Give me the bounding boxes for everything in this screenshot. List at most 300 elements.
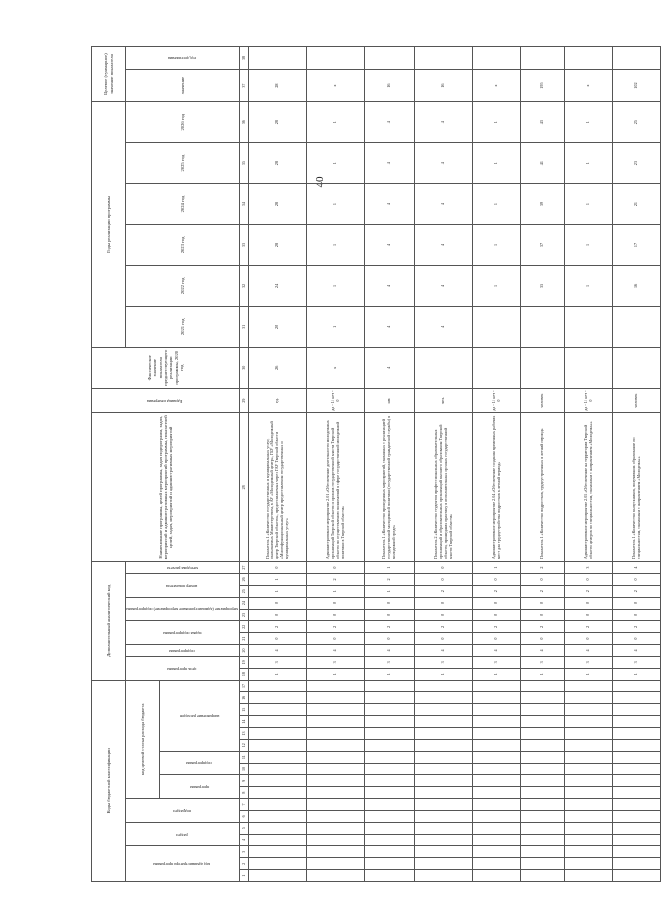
code-cell: 2 xyxy=(521,585,565,597)
column-number: 36 xyxy=(240,102,249,143)
code-cell xyxy=(415,716,473,728)
code-cell xyxy=(521,692,565,704)
code-cell: 2 xyxy=(307,621,365,633)
year-value: 28 xyxy=(249,225,307,266)
code-cell xyxy=(415,775,473,787)
code-cell: 2 xyxy=(415,621,473,633)
indicator-unit: человек xyxy=(521,388,565,413)
code-cell xyxy=(415,739,473,751)
extra-code-header: Дополнительный аналитический код xyxy=(92,562,126,680)
code-cell xyxy=(249,680,307,692)
code-cell: 1 xyxy=(249,573,307,585)
code-cell: 0 xyxy=(473,573,521,585)
code-cell xyxy=(473,728,521,740)
target-year xyxy=(613,47,661,70)
year-value: 1 xyxy=(307,184,365,225)
year-value: 25 xyxy=(613,102,661,143)
code-cell: 0 xyxy=(249,562,307,574)
code-cell xyxy=(521,716,565,728)
column-number: 28 xyxy=(240,413,249,562)
year-value: 1 xyxy=(565,102,613,143)
code-cell: 0 xyxy=(415,573,473,585)
year-value: 4 xyxy=(365,184,415,225)
code-cell xyxy=(249,739,307,751)
code-cell: 1 xyxy=(365,668,415,680)
code-cell xyxy=(613,834,661,846)
table-row xyxy=(365,47,415,882)
target-value: 16 xyxy=(415,69,473,101)
column-number: 2 xyxy=(240,858,249,870)
code-cell xyxy=(249,799,307,811)
column-number: 29 xyxy=(240,388,249,413)
code-cell xyxy=(565,799,613,811)
target-year-header: год достижения xyxy=(126,47,240,70)
code-cell: 1 xyxy=(307,668,365,680)
code-cell xyxy=(521,739,565,751)
year-value: 4 xyxy=(415,102,473,143)
code-cell xyxy=(613,751,661,763)
year-value: 20 xyxy=(249,306,307,347)
year-value: 28 xyxy=(249,102,307,143)
code-cell xyxy=(365,775,415,787)
code-cell xyxy=(307,858,365,870)
code-cell: 0 xyxy=(415,562,473,574)
code-cell xyxy=(365,739,415,751)
indicator-unit: да - 1/ нет - 0 xyxy=(473,388,521,413)
code-cell: 4 xyxy=(307,645,365,657)
code-cell xyxy=(473,846,521,858)
code-cell xyxy=(473,751,521,763)
target-year xyxy=(415,47,473,70)
code-cell xyxy=(565,846,613,858)
target-value: 16 xyxy=(365,69,415,101)
code-cell xyxy=(565,716,613,728)
column-number: 23 xyxy=(240,609,249,621)
year-value: 1 xyxy=(307,265,365,306)
column-number: 21 xyxy=(240,633,249,645)
year-value: 16 xyxy=(613,265,661,306)
column-number: 22 xyxy=(240,621,249,633)
code-cell: 0 xyxy=(613,573,661,585)
podrazdel-header: подраздел xyxy=(126,799,240,823)
code-cell xyxy=(521,858,565,870)
code-cell xyxy=(249,716,307,728)
year-value xyxy=(521,306,565,347)
code-cell xyxy=(365,799,415,811)
column-number: 15 xyxy=(240,704,249,716)
target-value: 195 xyxy=(521,69,565,101)
code-cell xyxy=(365,716,415,728)
column-number: 34 xyxy=(240,184,249,225)
year-value: 4 xyxy=(415,225,473,266)
podprogramma-header: подпрограмма xyxy=(126,645,240,657)
cel-header: цель программы xyxy=(126,656,240,680)
code-cell: 0 xyxy=(307,597,365,609)
code-cell xyxy=(415,810,473,822)
code-cell xyxy=(249,822,307,834)
year-value: 28 xyxy=(249,184,307,225)
code-cell xyxy=(473,680,521,692)
year-value: 17 xyxy=(613,225,661,266)
code-cell xyxy=(565,680,613,692)
year-value: 4 xyxy=(415,306,473,347)
code-cell xyxy=(613,870,661,882)
code-cell: 0 xyxy=(473,609,521,621)
unit-column-header: Единица измерения xyxy=(92,388,240,413)
code-cell xyxy=(565,787,613,799)
indicator-unit: да - 1/ нет - 0 xyxy=(565,388,613,413)
column-number: 13 xyxy=(240,728,249,740)
code-cell xyxy=(565,704,613,716)
code-cell xyxy=(565,692,613,704)
column-number: 7 xyxy=(240,799,249,811)
code-cell: 1 xyxy=(365,562,415,574)
code-cell: 2 xyxy=(365,573,415,585)
code-cell xyxy=(415,704,473,716)
code-cell xyxy=(365,846,415,858)
code-cell: 1 xyxy=(249,668,307,680)
code-cell xyxy=(415,751,473,763)
code-cell xyxy=(415,822,473,834)
code-cell xyxy=(521,787,565,799)
indicator-name: Административное мероприятие 2.05 «Обеспечение на территории Тверской области центров по специальностям, связанным с направлением «Молодежь»» xyxy=(565,413,613,562)
target-year xyxy=(365,47,415,70)
year-value: 1 xyxy=(307,225,365,266)
column-number: 9 xyxy=(240,775,249,787)
code-cell: 0 xyxy=(521,573,565,585)
code-cell xyxy=(365,870,415,882)
table-row xyxy=(521,47,565,882)
code-cell: 4 xyxy=(521,645,565,657)
code-cell: 3 xyxy=(249,656,307,668)
code-cell xyxy=(473,834,521,846)
code-cell xyxy=(473,692,521,704)
year-2024-header: 2024 год xyxy=(126,184,240,225)
column-number: 30 xyxy=(240,347,249,388)
year-2022-header: 2022 год xyxy=(126,265,240,306)
code-cell: 2 xyxy=(613,585,661,597)
code-cell xyxy=(249,810,307,822)
code-cell: 2 xyxy=(565,621,613,633)
year-value: 1 xyxy=(565,265,613,306)
year-value xyxy=(565,306,613,347)
code-cell: 2 xyxy=(473,621,521,633)
code-cell: 0 xyxy=(565,573,613,585)
fact-value xyxy=(415,347,473,388)
rotated-table-content xyxy=(91,46,641,882)
code-cell: 4 xyxy=(613,645,661,657)
year-value: 4 xyxy=(415,265,473,306)
code-cell xyxy=(521,751,565,763)
code-cell xyxy=(307,751,365,763)
code-cell xyxy=(521,704,565,716)
code-cell xyxy=(415,787,473,799)
code-cell xyxy=(365,822,415,834)
column-number: 5 xyxy=(240,822,249,834)
column-number: 14 xyxy=(240,716,249,728)
code-cell xyxy=(473,763,521,775)
code-cell xyxy=(307,775,365,787)
code-cell xyxy=(565,858,613,870)
code-cell xyxy=(613,692,661,704)
code-cell: 0 xyxy=(365,597,415,609)
table-row xyxy=(613,47,661,882)
year-value: 1 xyxy=(307,306,365,347)
code-cell: 0 xyxy=(473,597,521,609)
code-cell xyxy=(565,822,613,834)
code-cell xyxy=(307,870,365,882)
code-cell xyxy=(365,704,415,716)
column-number: 18 xyxy=(240,668,249,680)
target-header: Целевое (суммарное) значение показателя xyxy=(92,47,126,102)
code-cell: 2 xyxy=(307,573,365,585)
code-cell xyxy=(521,870,565,882)
indicator-name: Административное мероприятие 2.04 «Обеспечение создания временных рабочих мест для трудоустройства подростков в летний период» xyxy=(473,413,521,562)
code-cell: 3 xyxy=(365,656,415,668)
code-cell xyxy=(307,834,365,846)
code-cell: 4 xyxy=(613,562,661,574)
code-cell: 2 xyxy=(565,585,613,597)
code-cell xyxy=(249,787,307,799)
code-cell: 1 xyxy=(365,585,415,597)
year-value: 43 xyxy=(521,102,565,143)
code-cell: 2 xyxy=(249,621,307,633)
code-cell xyxy=(249,775,307,787)
code-cell: 1 xyxy=(565,668,613,680)
code-cell: 0 xyxy=(473,633,521,645)
year-value: 1 xyxy=(473,225,521,266)
target-value: х xyxy=(307,69,365,101)
column-number: 31 xyxy=(240,306,249,347)
target-year xyxy=(521,47,565,70)
code-cell xyxy=(521,799,565,811)
column-number: 11 xyxy=(240,751,249,763)
code-cell: 3 xyxy=(613,656,661,668)
code-cell: 2 xyxy=(415,585,473,597)
year-value: 21 xyxy=(613,184,661,225)
code-cell xyxy=(307,810,365,822)
column-number: 33 xyxy=(240,225,249,266)
code-cell: 3 xyxy=(415,656,473,668)
column-number: 4 xyxy=(240,834,249,846)
code-cell: 0 xyxy=(565,633,613,645)
column-numbers-row xyxy=(240,47,249,882)
code-cell: 0 xyxy=(365,609,415,621)
code-cell xyxy=(365,680,415,692)
code-cell xyxy=(415,692,473,704)
code-cell: 3 xyxy=(473,656,521,668)
rotated-table-frame xyxy=(91,46,641,882)
indicator-unit: человек xyxy=(613,388,661,413)
fact-value xyxy=(473,347,521,388)
code-cell: 0 xyxy=(307,609,365,621)
pokazatel-header: номер показателя xyxy=(126,573,240,597)
code-cell: 0 xyxy=(249,633,307,645)
code-cell: 0 xyxy=(307,633,365,645)
indicator-name: Показатель 1 «Количество выпускников, получивших образование по специальностям, связанным с направлением «Молодежь»» xyxy=(613,413,661,562)
name-column-header: Наименование программы, целей программы, задач подпрограмм, задач, мероприятий и административных мероприятий программы, показателей целей, задач, мероприятий и административных мероприятий xyxy=(92,413,240,562)
fact-value xyxy=(565,347,613,388)
target-year xyxy=(565,47,613,70)
code-cell: 0 xyxy=(249,597,307,609)
year-value: 39 xyxy=(521,184,565,225)
year-2021-header: 2021 год xyxy=(126,306,240,347)
code-cell xyxy=(473,810,521,822)
code-cell xyxy=(307,716,365,728)
column-number: 6 xyxy=(240,810,249,822)
year-value: 1 xyxy=(473,143,521,184)
code-cell xyxy=(565,728,613,740)
code-cell xyxy=(365,728,415,740)
code-cell xyxy=(365,858,415,870)
year-value: 1 xyxy=(307,102,365,143)
code-cell xyxy=(613,787,661,799)
code-cell xyxy=(521,775,565,787)
code-cell xyxy=(249,846,307,858)
year-value: 1 xyxy=(473,184,521,225)
code-cell xyxy=(365,763,415,775)
year-value: 4 xyxy=(365,225,415,266)
code-cell xyxy=(473,716,521,728)
code-cell: 0 xyxy=(565,597,613,609)
year-value: 28 xyxy=(249,143,307,184)
year-value: 4 xyxy=(415,143,473,184)
code-cell: 0 xyxy=(415,597,473,609)
code-cell xyxy=(613,763,661,775)
code-cell xyxy=(415,763,473,775)
code-cell: 0 xyxy=(613,597,661,609)
code-cell xyxy=(521,834,565,846)
code-cell xyxy=(521,846,565,858)
target-value-header: значение xyxy=(126,69,240,101)
year-value: 1 xyxy=(565,184,613,225)
code-cell xyxy=(521,728,565,740)
code-cell: 0 xyxy=(565,609,613,621)
column-number: 12 xyxy=(240,739,249,751)
code-cell xyxy=(249,692,307,704)
code-cell xyxy=(415,858,473,870)
column-number: 37 xyxy=(240,69,249,101)
code-cell xyxy=(613,739,661,751)
fact-value xyxy=(613,347,661,388)
code-cell: 3 xyxy=(307,656,365,668)
year-value: 4 xyxy=(365,306,415,347)
subprogram-code-header: подпрограмма xyxy=(160,751,240,775)
zadacha-header: задача подпрограммы xyxy=(126,621,240,645)
fact-value: 4 xyxy=(365,347,415,388)
table-row xyxy=(415,47,473,882)
code-cell xyxy=(249,704,307,716)
code-cell xyxy=(473,858,521,870)
code-cell: 0 xyxy=(613,609,661,621)
code-cell xyxy=(565,775,613,787)
code-cell xyxy=(249,834,307,846)
target-year xyxy=(473,47,521,70)
column-number: 38 xyxy=(240,47,249,70)
column-number: 3 xyxy=(240,846,249,858)
code-cell xyxy=(307,680,365,692)
year-value: 24 xyxy=(249,265,307,306)
year-value: 4 xyxy=(415,184,473,225)
target-article-header: код целевой статьи расхода бюджета xyxy=(126,680,160,799)
code-cell xyxy=(613,704,661,716)
code-cell xyxy=(307,704,365,716)
code-cell xyxy=(307,728,365,740)
code-cell: 0 xyxy=(613,633,661,645)
code-cell xyxy=(307,787,365,799)
code-cell: 1 xyxy=(307,585,365,597)
code-cell: 0 xyxy=(307,562,365,574)
code-cell: 2 xyxy=(521,621,565,633)
year-value: 23 xyxy=(613,143,661,184)
code-cell: 1 xyxy=(613,668,661,680)
table-row xyxy=(565,47,613,882)
indicator-name: Показатель 2 «Количество студентов профессиональных образовательных организаций и образовательных организаций высшего образования Тверской области, прошедших практику в исполнительных органах государственной власти Тверской области» xyxy=(415,413,473,562)
year-value: 35 xyxy=(521,265,565,306)
target-value: х xyxy=(565,69,613,101)
code-cell xyxy=(307,799,365,811)
indicator-unit: чел. xyxy=(415,388,473,413)
column-number: 17 xyxy=(240,680,249,692)
column-number: 1 xyxy=(240,870,249,882)
code-cell: 1 xyxy=(521,668,565,680)
code-cell xyxy=(307,846,365,858)
year-value xyxy=(473,306,521,347)
target-value: 28 xyxy=(249,69,307,101)
code-cell xyxy=(365,692,415,704)
code-cell xyxy=(565,739,613,751)
code-cell xyxy=(613,822,661,834)
column-number: 10 xyxy=(240,763,249,775)
target-year xyxy=(307,47,365,70)
indicator-name: Административное мероприятие 2.01 «Обеспечение деятельности молодежных организаций Тверской области и органов государственной власти Тверской области по осуществлению полномочий в сфере государственной молодежной политики в Тверской области» xyxy=(307,413,365,562)
year-value: 1 xyxy=(307,143,365,184)
code-cell: 4 xyxy=(249,645,307,657)
code-cell xyxy=(365,834,415,846)
code-cell xyxy=(613,858,661,870)
code-cell xyxy=(415,846,473,858)
code-cell: 2 xyxy=(521,562,565,574)
year-value: 1 xyxy=(565,143,613,184)
code-cell xyxy=(613,775,661,787)
code-cell xyxy=(521,680,565,692)
column-number: 32 xyxy=(240,265,249,306)
razdel-header: раздел xyxy=(126,822,240,846)
code-cell xyxy=(307,739,365,751)
code-cell xyxy=(565,870,613,882)
code-cell: 0 xyxy=(415,609,473,621)
code-cell xyxy=(565,810,613,822)
code-cell: 0 xyxy=(415,633,473,645)
code-cell: 2 xyxy=(365,621,415,633)
year-value: 41 xyxy=(521,143,565,184)
year-2023-header: 2023 год xyxy=(126,225,240,266)
code-cell xyxy=(415,728,473,740)
code-cell: 1 xyxy=(473,562,521,574)
year-value: 4 xyxy=(365,143,415,184)
admin-code-header: код администратора программы xyxy=(126,846,240,882)
code-cell xyxy=(415,870,473,882)
code-cell: 4 xyxy=(415,645,473,657)
column-number: 16 xyxy=(240,692,249,704)
direction-code-header: направление расходов xyxy=(160,680,240,751)
code-cell xyxy=(415,680,473,692)
code-cell xyxy=(521,763,565,775)
year-value: 4 xyxy=(365,102,415,143)
code-cell xyxy=(307,822,365,834)
code-cell xyxy=(415,834,473,846)
code-cell xyxy=(613,716,661,728)
